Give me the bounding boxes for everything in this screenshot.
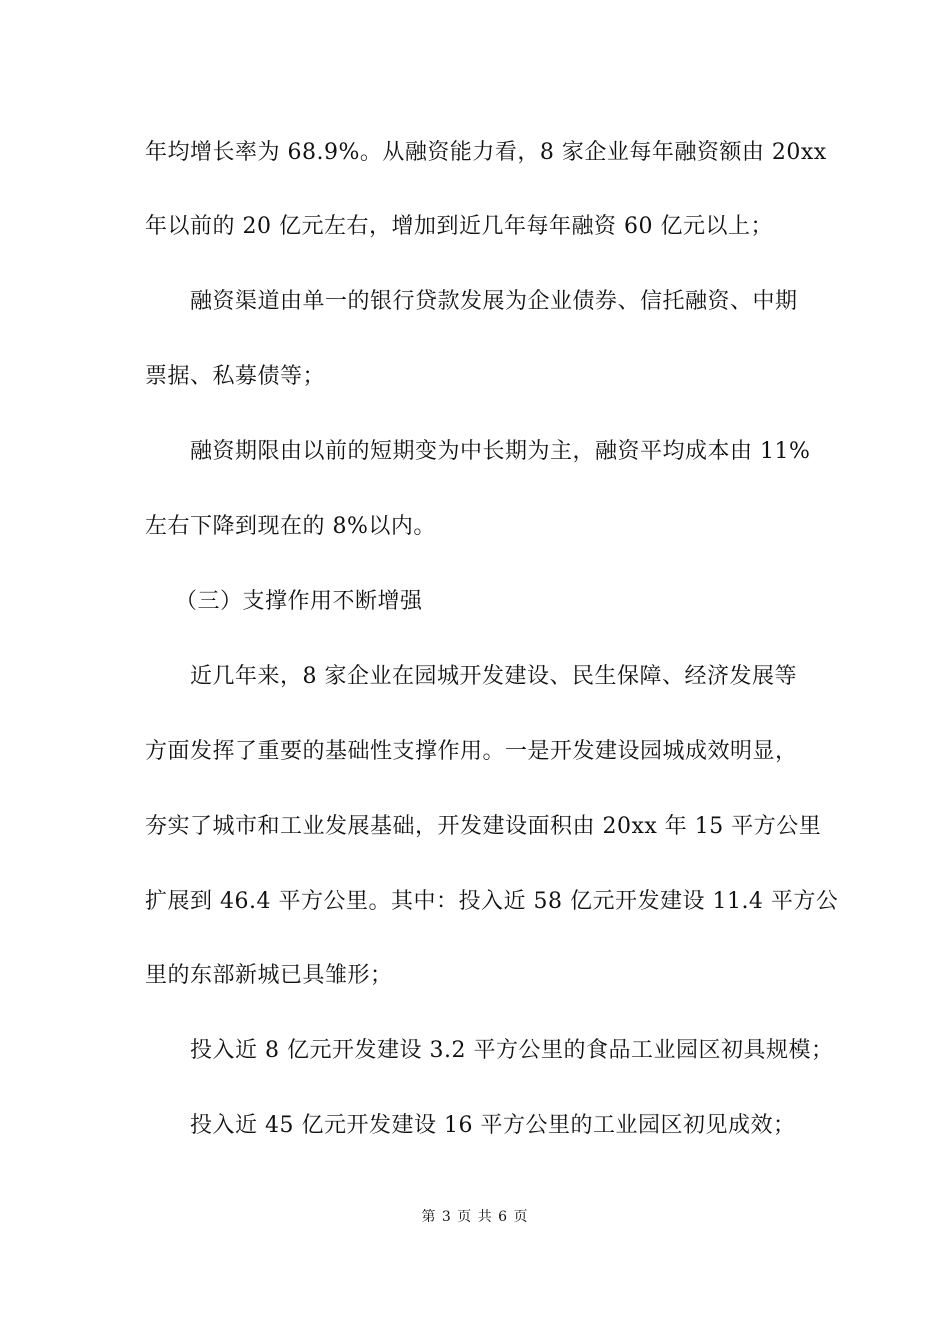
text-line-11: 扩展到 46.4 平方公里。其中：投入近 58 亿元开发建设 11.4 平方公 [145,889,839,914]
text-line-10: 夯实了城市和工业发展基础，开发建设面积由 20xx 年 15 平方公里 [145,814,822,839]
text-line-6: 左右下降到现在的 8%以内。 [145,514,436,539]
text-line-1: 年均增长率为 68.9%。从融资能力看，8 家企业每年融资额由 20xx [145,140,827,165]
text-line-13: 投入近 8 亿元开发建设 3.2 平方公里的食品工业园区初具规模； [190,1038,834,1063]
text-line-12: 里的东部新城已具雏形； [145,963,393,988]
text-line-2: 年以前的 20 亿元左右，增加到近几年每年融资 60 亿元以上； [145,214,773,239]
text-line-5: 融资期限由以前的短期变为中长期为主，融资平均成本由 11% [190,439,811,464]
section-heading: （三）支撑作用不断增强 [175,589,423,614]
text-line-3: 融资渠道由单一的银行贷款发展为企业债券、信托融资、中期 [190,289,798,314]
text-line-4: 票据、私募债等； [145,364,326,389]
text-line-14: 投入近 45 亿元开发建设 16 平方公里的工业园区初见成效； [190,1113,796,1138]
text-line-9: 方面发挥了重要的基础性支撑作用。一是开发建设园城成效明显， [145,739,798,764]
page-number-footer: 第 3 页 共 6 页 [421,1209,529,1225]
text-line-8: 近几年来，8 家企业在园城开发建设、民生保障、经济发展等 [190,664,797,689]
